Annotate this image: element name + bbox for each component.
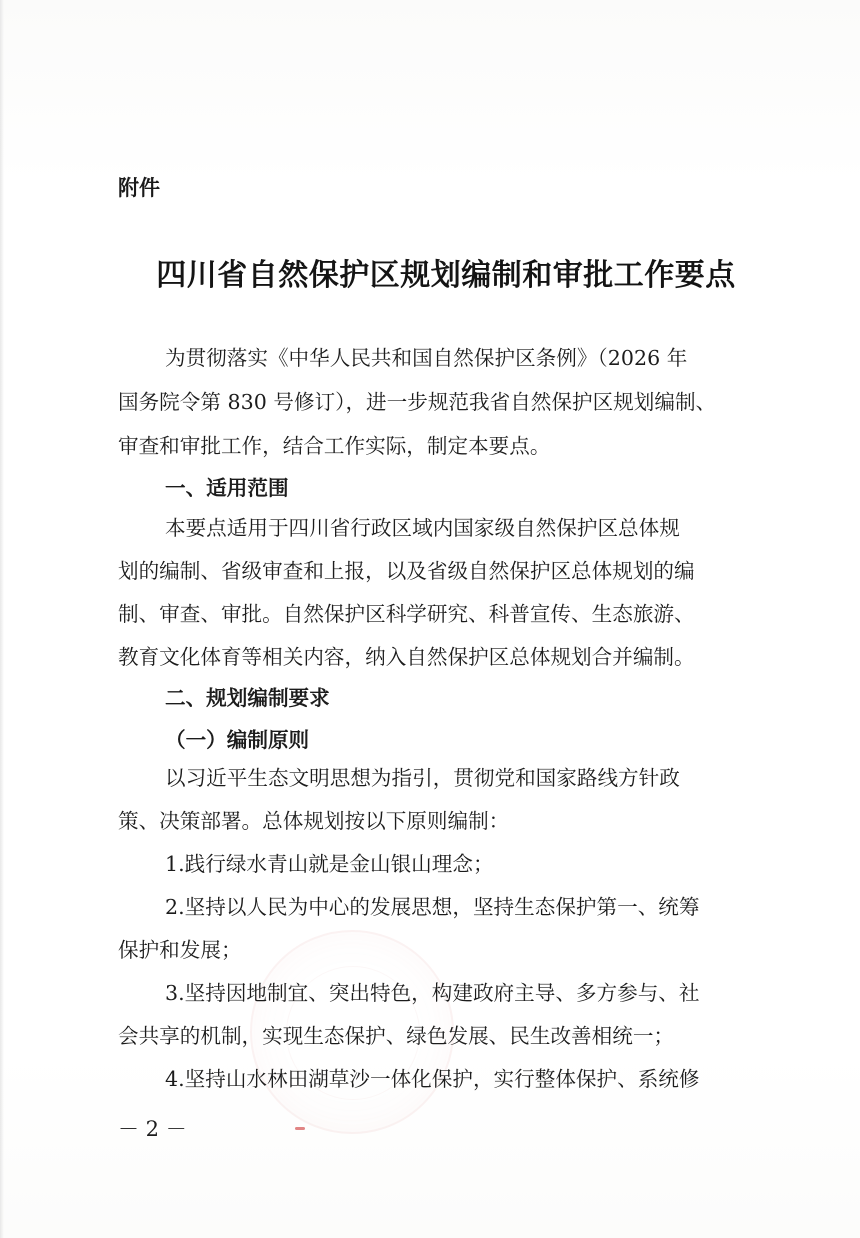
subsection-heading-principles: （一）编制原则 (165, 728, 310, 752)
seal-red-mark (295, 1127, 305, 1130)
paragraph-principles-line-1: 以习近平生态文明思想为指引，贯彻党和国家路线方针政 (165, 766, 680, 790)
paragraph-scope-line-1: 本要点适用于四川省行政区域内国家级自然保护区总体规 (165, 516, 680, 540)
principle-item-2-line-2: 保护和发展； (118, 938, 242, 962)
principle-item-4-line-1: 4.坚持山水林田湖草沙一体化保护，实行整体保护、系统修 (165, 1067, 700, 1091)
principle-item-3-line-1: 3.坚持因地制宜、突出特色，构建政府主导、多方参与、社 (165, 981, 700, 1005)
paragraph-intro-line-3: 审查和审批工作，结合工作实际，制定本要点。 (118, 434, 551, 458)
principle-item-2-line-1: 2.坚持以人民为中心的发展思想，坚持生态保护第一、统筹 (165, 895, 700, 919)
paragraph-intro-line-2: 国务院令第 830 号修订），进一步规范我省自然保护区规划编制、 (118, 390, 717, 414)
document-title: 四川省自然保护区规划编制和审批工作要点 (156, 258, 736, 293)
page-number: － 2 － (118, 1117, 187, 1141)
scan-edge-shadow (0, 0, 4, 1238)
paragraph-scope-line-4: 教育文化体育等相关内容，纳入自然保护区总体规划合并编制。 (118, 645, 695, 669)
paragraph-intro-line-1: 为贯彻落实《中华人民共和国自然保护区条例》（2026 年 (165, 346, 688, 370)
principle-item-3-line-2: 会共享的机制，实现生态保护、绿色发展、民生改善相统一； (118, 1024, 675, 1048)
paragraph-scope-line-2: 划的编制、省级审查和上报，以及省级自然保护区总体规划的编 (118, 559, 695, 583)
section-heading-requirements: 二、规划编制要求 (165, 686, 330, 710)
attachment-label: 附件 (118, 176, 160, 200)
paragraph-principles-line-2: 策、决策部署。总体规划按以下原则编制： (118, 809, 510, 833)
paragraph-scope-line-3: 制、审查、审批。自然保护区科学研究、科普宣传、生态旅游、 (118, 602, 695, 626)
principle-item-1: 1.践行绿水青山就是金山银山理念； (165, 852, 494, 876)
section-heading-scope: 一、适用范围 (165, 476, 289, 500)
